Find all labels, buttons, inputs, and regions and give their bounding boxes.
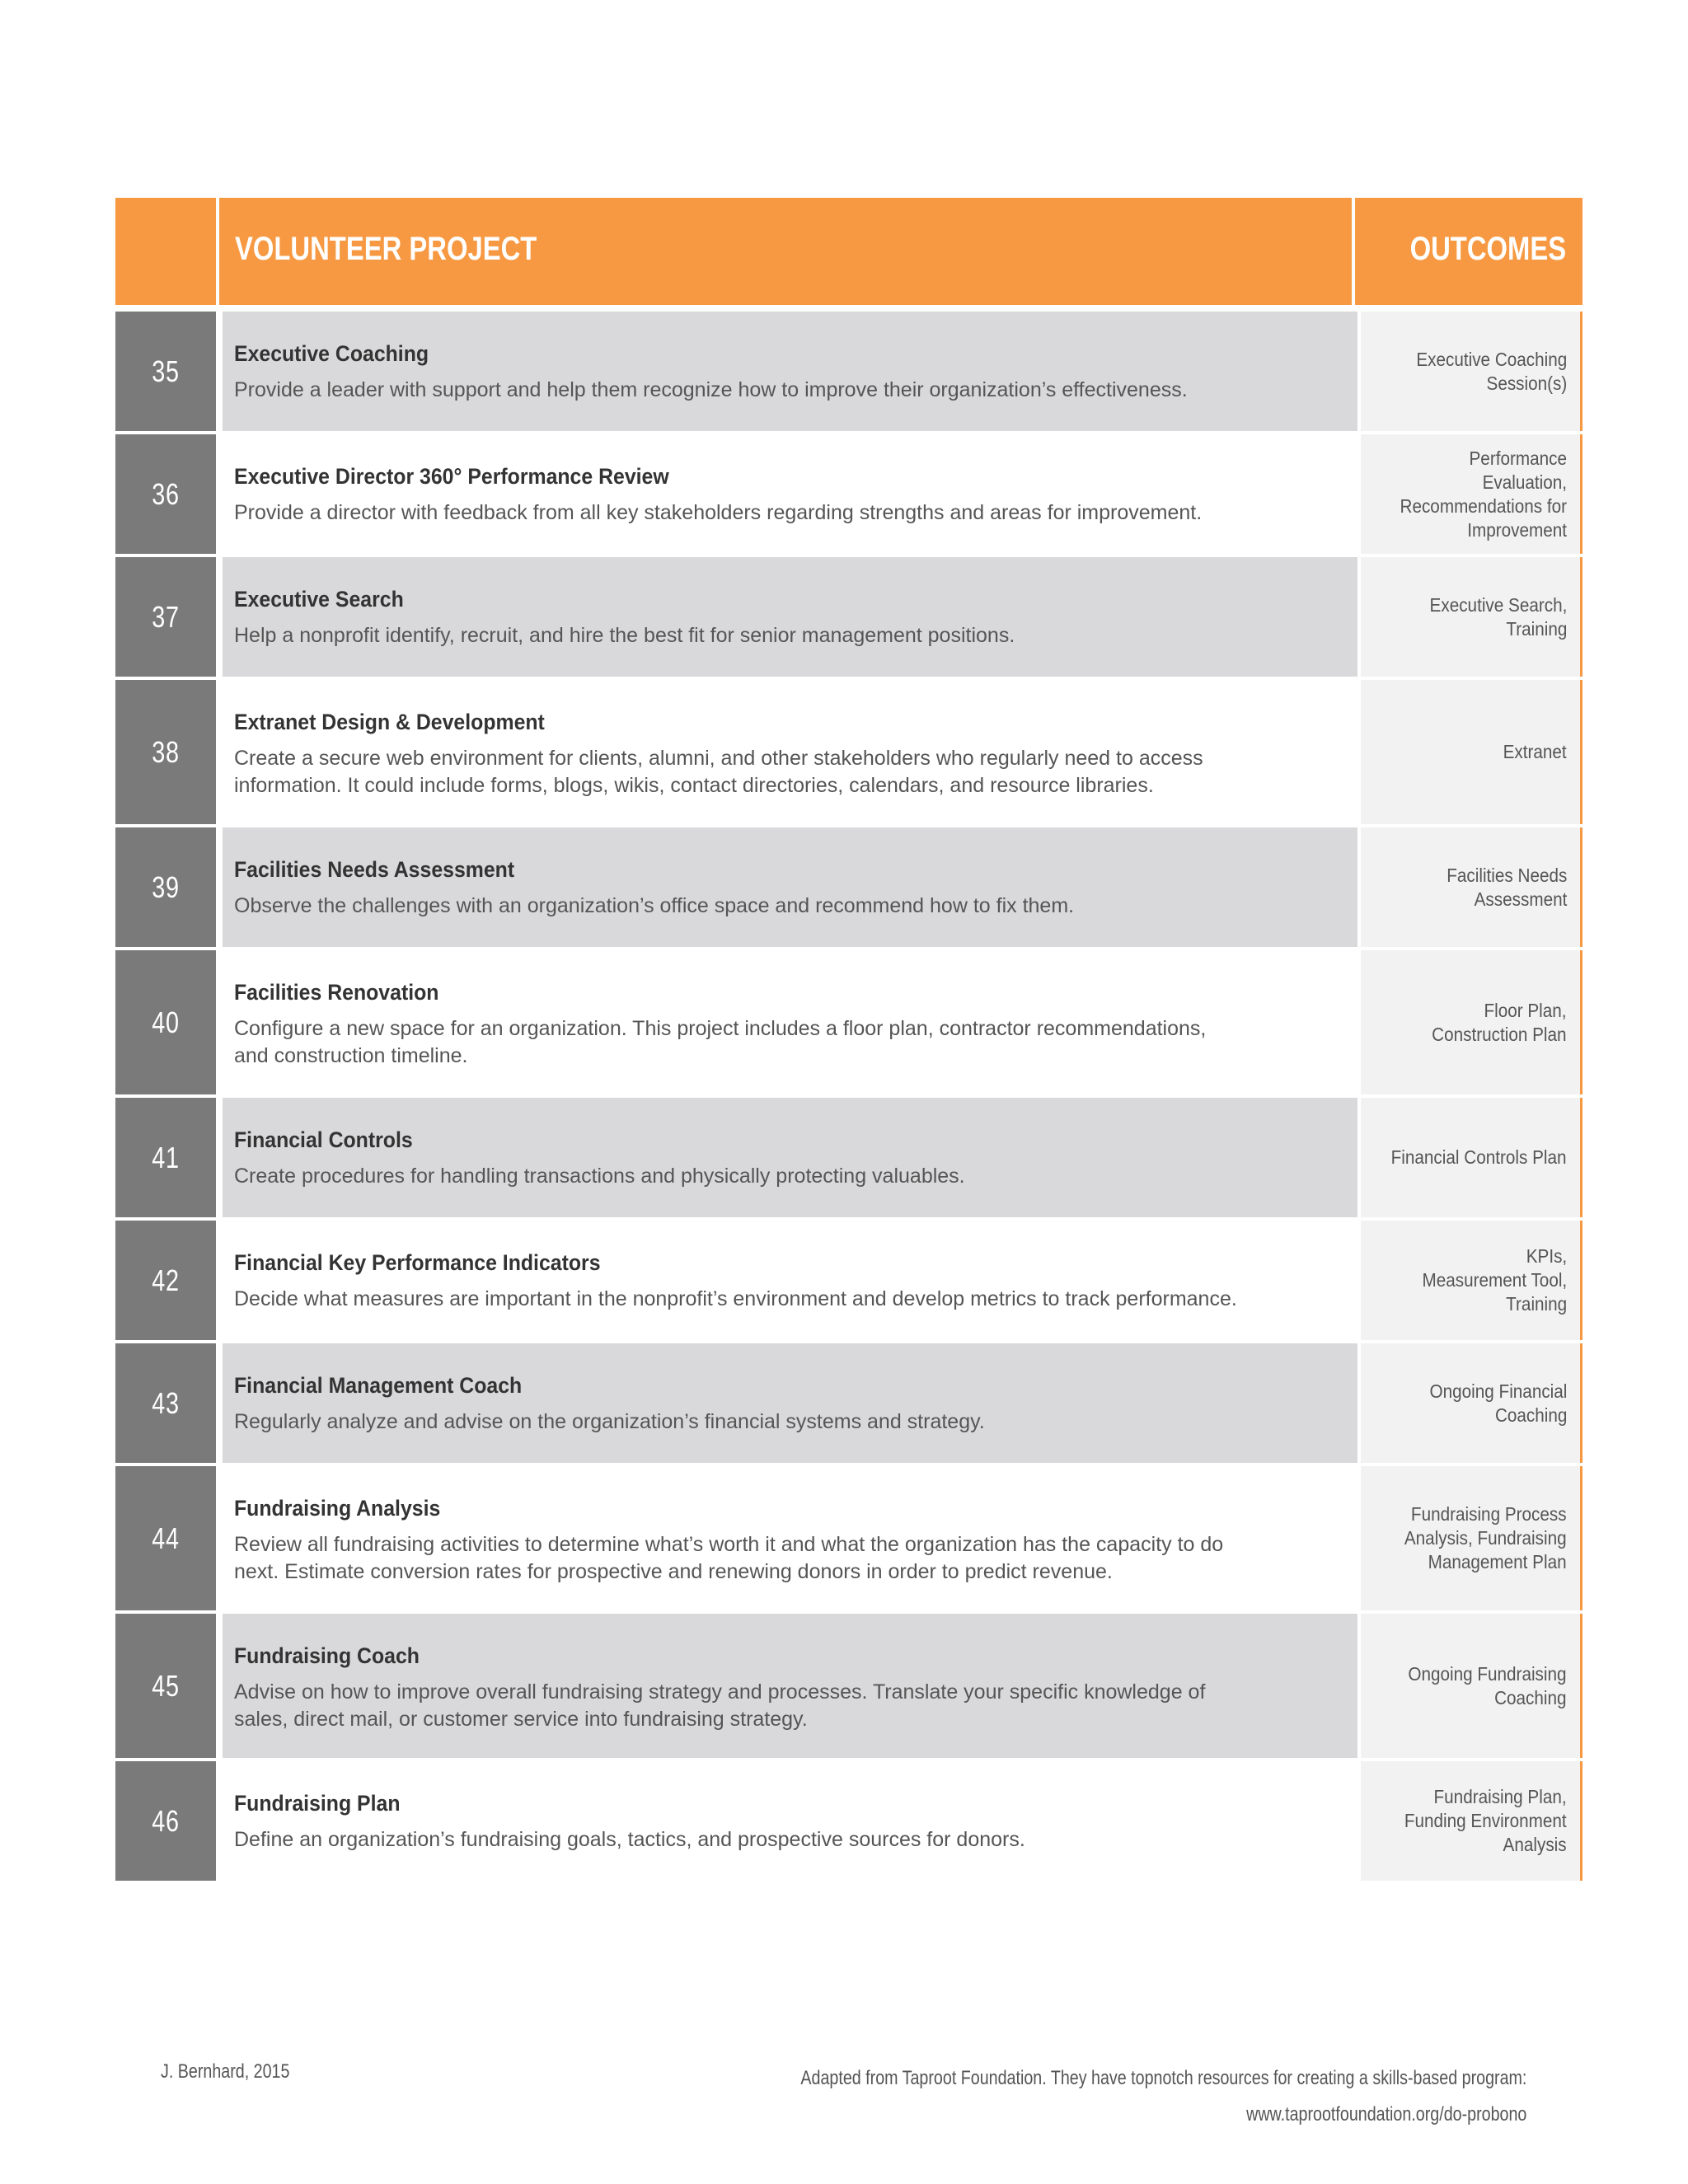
project-title: Facilities Needs Assessment xyxy=(234,857,515,882)
project-number xyxy=(115,312,216,431)
outcome-cell xyxy=(1361,950,1582,1094)
table-row xyxy=(115,680,1582,824)
project-number-text: 42 xyxy=(152,1263,180,1297)
project-number xyxy=(115,557,216,677)
project-title: Fundraising Plan xyxy=(234,1791,401,1816)
project-description: Provide a leader with support and help them recognize how to improve their organization’s effectiveness. xyxy=(234,378,1188,401)
project-title: Extranet Design & Development xyxy=(234,710,545,734)
project-description: Provide a director with feedback from all key stakeholders regarding strengths and areas for improvement. xyxy=(234,501,1203,524)
project-description: Define an organization’s fundraising goals, tactics, and prospective sources for donors. xyxy=(234,1828,1025,1851)
header-divider xyxy=(216,198,219,305)
table-row xyxy=(115,827,1582,947)
project-title: Executive Coaching xyxy=(234,341,429,366)
project-cell xyxy=(223,434,1357,554)
outcome-text: Financial Controls Plan xyxy=(1391,1146,1567,1168)
outcome-text: Executive Coaching Session(s) xyxy=(1416,348,1567,394)
project-title: Fundraising Coach xyxy=(234,1643,420,1668)
outcome-cell xyxy=(1361,1221,1582,1340)
header-outcomes: OUTCOMES xyxy=(1409,231,1566,267)
outcome-cell xyxy=(1361,827,1582,947)
spacer xyxy=(216,1343,223,1463)
project-title: Fundraising Analysis xyxy=(234,1496,441,1521)
table-row xyxy=(115,1098,1582,1217)
project-cell xyxy=(223,1466,1357,1610)
spacer xyxy=(216,827,223,947)
project-cell xyxy=(223,1343,1357,1463)
spacer xyxy=(216,1466,223,1610)
table-body xyxy=(115,312,1582,1881)
outcome-cell xyxy=(1361,312,1582,431)
project-description: Review all fundraising activities to determine what’s worth it and what the organization has the capacity to do next. Estimate conversion rates for prospective and renewing donors in order to predict revenue. xyxy=(234,1533,1224,1583)
project-number-text: 40 xyxy=(152,1005,180,1039)
project-title: Executive Director 360° Performance Review xyxy=(234,464,669,489)
project-number-text: 44 xyxy=(152,1521,180,1555)
spacer xyxy=(216,1614,223,1758)
project-number-text: 36 xyxy=(152,476,180,511)
project-cell xyxy=(223,827,1357,947)
outcome-text: Fundraising Plan, Funding Environment Analysis xyxy=(1404,1786,1567,1855)
project-cell xyxy=(223,312,1357,431)
project-description: Regularly analyze and advise on the organization’s financial systems and strategy. xyxy=(234,1410,985,1433)
footer-author: J. Bernhard, 2015 xyxy=(161,2060,290,2083)
project-description: Create a secure web environment for clients, alumni, and other stakeholders who regularly need to access information. It could include forms, blogs, wikis, contact directories, calendars, and resource libraries. xyxy=(234,747,1203,797)
project-number xyxy=(115,1343,216,1463)
project-number xyxy=(115,1221,216,1340)
project-description: Decide what measures are important in the nonprofit’s environment and develop metrics to track performance. xyxy=(234,1287,1237,1310)
spacer xyxy=(216,1761,223,1881)
header-volunteer-project: VOLUNTEER PROJECT xyxy=(235,231,537,267)
project-number xyxy=(115,680,216,824)
project-number-text: 43 xyxy=(152,1385,180,1420)
table-row xyxy=(115,1761,1582,1881)
outcome-cell xyxy=(1361,1466,1582,1610)
spacer xyxy=(216,557,223,677)
outcome-text: Floor Plan, Construction Plan xyxy=(1432,999,1567,1045)
project-description: Help a nonprofit identify, recruit, and hire the best fit for senior management positions. xyxy=(234,624,1015,647)
outcome-text: Ongoing Financial Coaching xyxy=(1429,1380,1567,1426)
outcome-cell xyxy=(1361,1343,1582,1463)
project-number xyxy=(115,1614,216,1758)
project-description: Advise on how to improve overall fundraising strategy and processes. Translate your specific knowledge of sales, direct mail, or customer service into fundraising strategy. xyxy=(234,1680,1206,1731)
project-number xyxy=(115,1466,216,1610)
project-number xyxy=(115,827,216,947)
project-cell xyxy=(223,557,1357,677)
project-number-text: 38 xyxy=(152,734,180,769)
project-title: Executive Search xyxy=(234,587,404,612)
project-title: Financial Key Performance Indicators xyxy=(234,1250,601,1275)
projects-table xyxy=(115,198,1582,1884)
outcome-text: Fundraising Process Analysis, Fundraising Management Plan xyxy=(1404,1503,1567,1572)
project-cell xyxy=(223,950,1357,1094)
spacer xyxy=(216,1098,223,1217)
table-row xyxy=(115,1343,1582,1463)
project-number-text: 37 xyxy=(152,599,180,634)
table-row xyxy=(115,1466,1582,1610)
footer-credit-text: Adapted from Taproot Foundation. They have topnotch resources for creating a skills-based program: xyxy=(800,2067,1526,2089)
outcome-text: Facilities Needs Assessment xyxy=(1446,864,1567,910)
spacer xyxy=(216,950,223,1094)
outcome-cell xyxy=(1361,434,1582,554)
spacer xyxy=(216,1221,223,1340)
project-number xyxy=(115,434,216,554)
table-row xyxy=(115,1614,1582,1758)
project-number-text: 46 xyxy=(152,1803,180,1838)
spacer xyxy=(216,434,223,554)
spacer xyxy=(216,680,223,824)
outcome-cell xyxy=(1361,1098,1582,1217)
project-cell xyxy=(223,680,1357,824)
outcome-text: Performance Evaluation, Recommendations for Improvement xyxy=(1400,447,1567,541)
project-cell xyxy=(223,1221,1357,1340)
outcome-text: KPIs, Measurement Tool, Training xyxy=(1422,1245,1567,1315)
footer-url: www.taprootfoundation.org/do-probono xyxy=(1245,2103,1526,2125)
project-title: Facilities Renovation xyxy=(234,980,439,1005)
outcome-cell xyxy=(1361,557,1582,677)
spacer xyxy=(216,312,223,431)
outcome-text: Executive Search, Training xyxy=(1429,593,1567,640)
project-description: Create procedures for handling transactions and physically protecting valuables. xyxy=(234,1165,965,1188)
table-row xyxy=(115,950,1582,1094)
project-number-text: 41 xyxy=(152,1140,180,1174)
project-cell xyxy=(223,1614,1357,1758)
project-title: Financial Controls xyxy=(234,1127,413,1152)
outcome-cell xyxy=(1361,680,1582,824)
outcome-cell xyxy=(1361,1614,1582,1758)
project-number-text: 45 xyxy=(152,1668,180,1703)
project-description: Configure a new space for an organization. This project includes a floor plan, contractor recommendations, and construction timeline. xyxy=(234,1017,1207,1067)
table-header xyxy=(115,198,1582,305)
project-number xyxy=(115,950,216,1094)
table-row xyxy=(115,434,1582,554)
project-number xyxy=(115,1761,216,1881)
table-row xyxy=(115,557,1582,677)
project-title: Financial Management Coach xyxy=(234,1373,523,1398)
project-description: Observe the challenges with an organization’s office space and recommend how to fix them. xyxy=(234,894,1075,917)
project-cell xyxy=(223,1761,1357,1881)
project-number xyxy=(115,1098,216,1217)
outcome-text: Ongoing Fundraising Coaching xyxy=(1408,1662,1567,1708)
footer-credit xyxy=(800,2060,1526,2133)
project-cell xyxy=(223,1098,1357,1217)
outcome-cell xyxy=(1361,1761,1582,1881)
outcome-text: Extranet xyxy=(1503,741,1567,762)
header-divider xyxy=(1352,198,1355,305)
table-row xyxy=(115,1221,1582,1340)
project-number-text: 39 xyxy=(152,869,180,904)
table-row xyxy=(115,312,1582,431)
project-number-text: 35 xyxy=(152,354,180,388)
